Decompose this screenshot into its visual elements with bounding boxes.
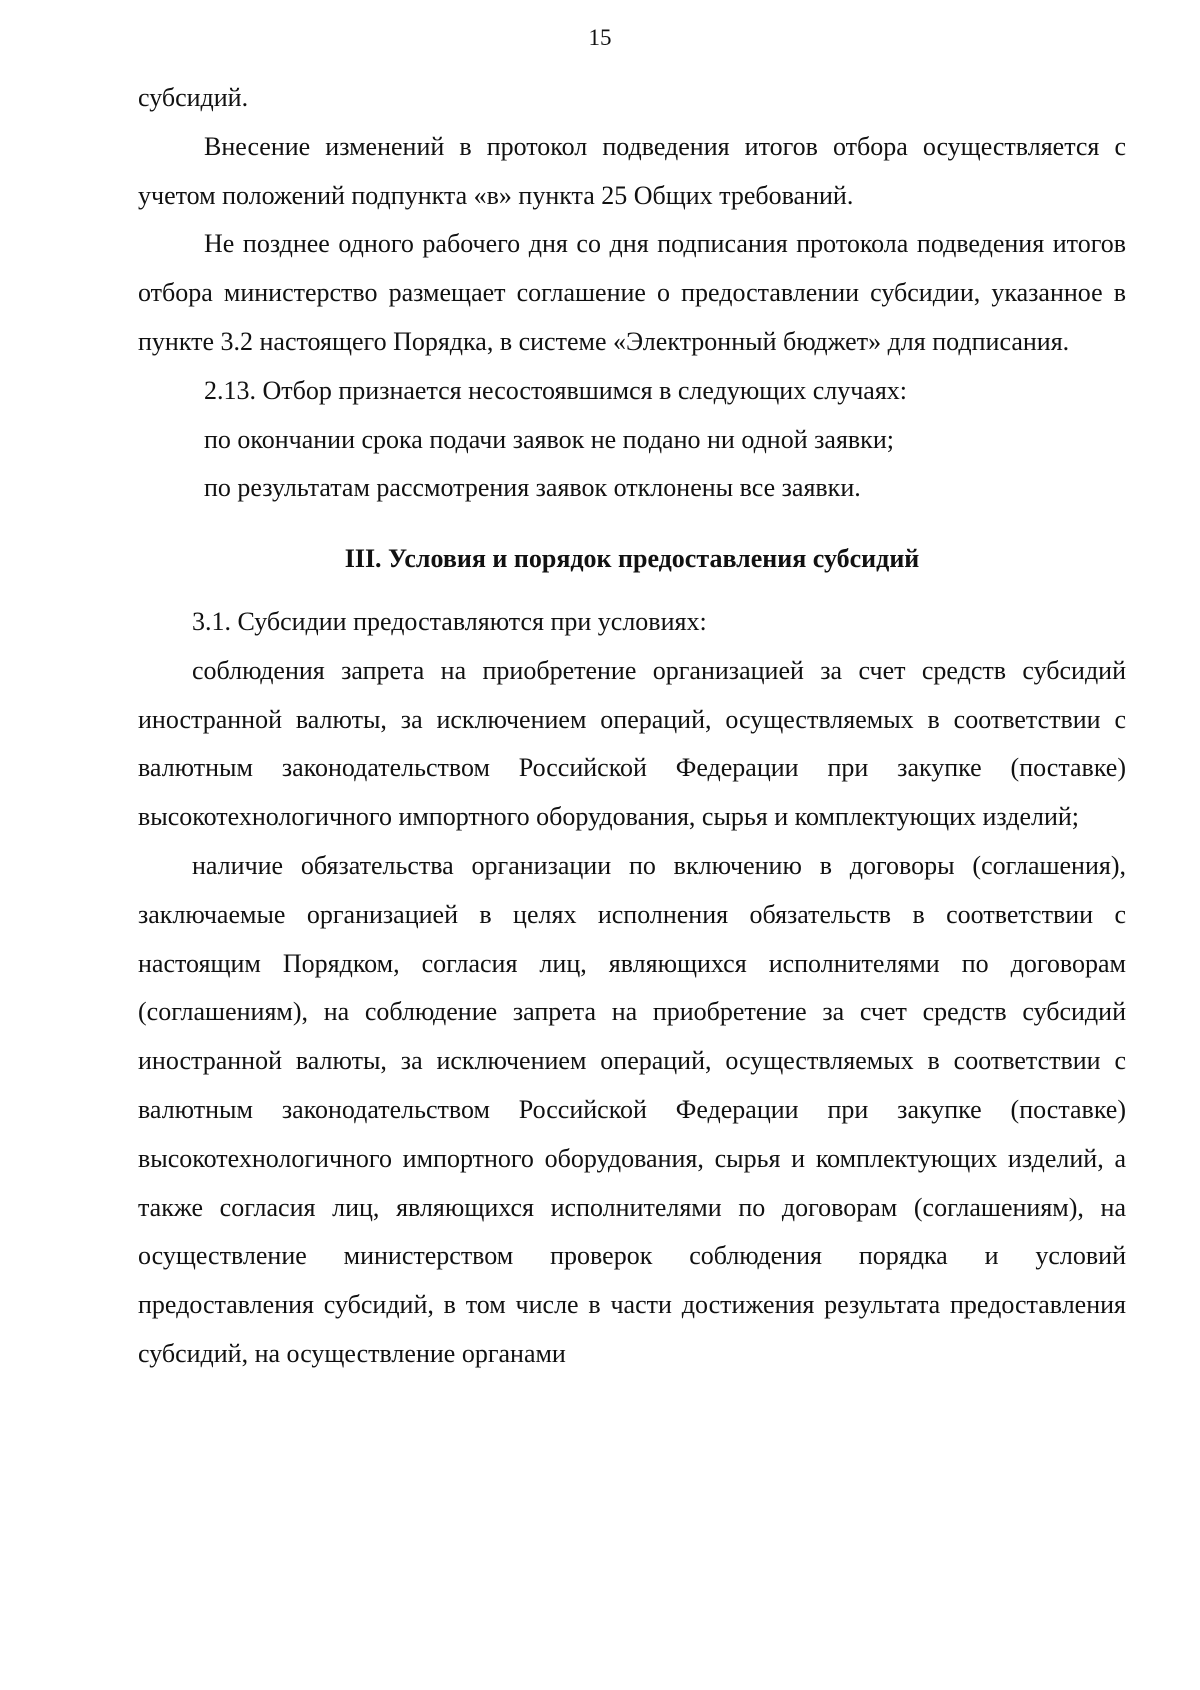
paragraph-continuation: субсидий.	[138, 83, 249, 112]
list-item-currency-ban: соблюдения запрета на приобретение организацией за счет средств субсидий иностранной валюты, за исключением операций, осуществляемых в соответствии с валютным законодательством Российской Федерации при закупке (поставке) высокотехнологичного импортного оборудования, сырья и комплектующих изделий;	[138, 655, 1126, 832]
paragraph-2-13: 2.13. Отбор признается несостоявшимся в следующих случаях:	[204, 375, 908, 405]
paragraph-agreement-placement: Не позднее одного рабочего дня со дня подписания протокола подведения итогов отбора министерство размещает соглашение о предоставлении субсидии, указанное в пункте 3.2 настоящего Порядка, в системе «Электронный бюджет» для подписания.	[138, 229, 1126, 356]
page-number: 15	[588, 25, 612, 50]
paragraph-3-1: 3.1. Субсидии предоставляются при условиях:	[192, 606, 707, 636]
list-item-all-rejected: по результатам рассмотрения заявок отклонены все заявки.	[204, 473, 861, 503]
list-item-no-applications: по окончании срока подачи заявок не подано ни одной заявки;	[204, 424, 894, 454]
section-heading: III. Условия и порядок предоставления субсидий	[344, 544, 920, 574]
document-body	[138, 74, 1126, 1379]
paragraph-protocol-changes: Внесение изменений в протокол подведения итогов отбора осуществляется с учетом положений подпункта «в» пункта 25 Общих требований.	[138, 131, 1126, 210]
list-item-obligation: наличие обязательства организации по включению в договоры (соглашения), заключаемые организацией в целях исполнения обязательств в соответствии с настоящим Порядком, согласия лиц, являющихся исполнителями по договорам (соглашениям), на соблюдение запрета на приобретение за счет средств субсидий иностранной валюты, за исключением операций, осуществляемых в соответствии с валютным законодательством Российской Федерации при закупке (поставке) высокотехнологичного импортного оборудования, сырья и комплектующих изделий, а также согласия лиц, являющихся исполнителями по договорам (соглашениям), на осуществление министерством проверок соблюдения порядка и условий предоставления субсидий, в том числе в части достижения результата предоставления субсидий, на осуществление органами	[138, 850, 1126, 1368]
